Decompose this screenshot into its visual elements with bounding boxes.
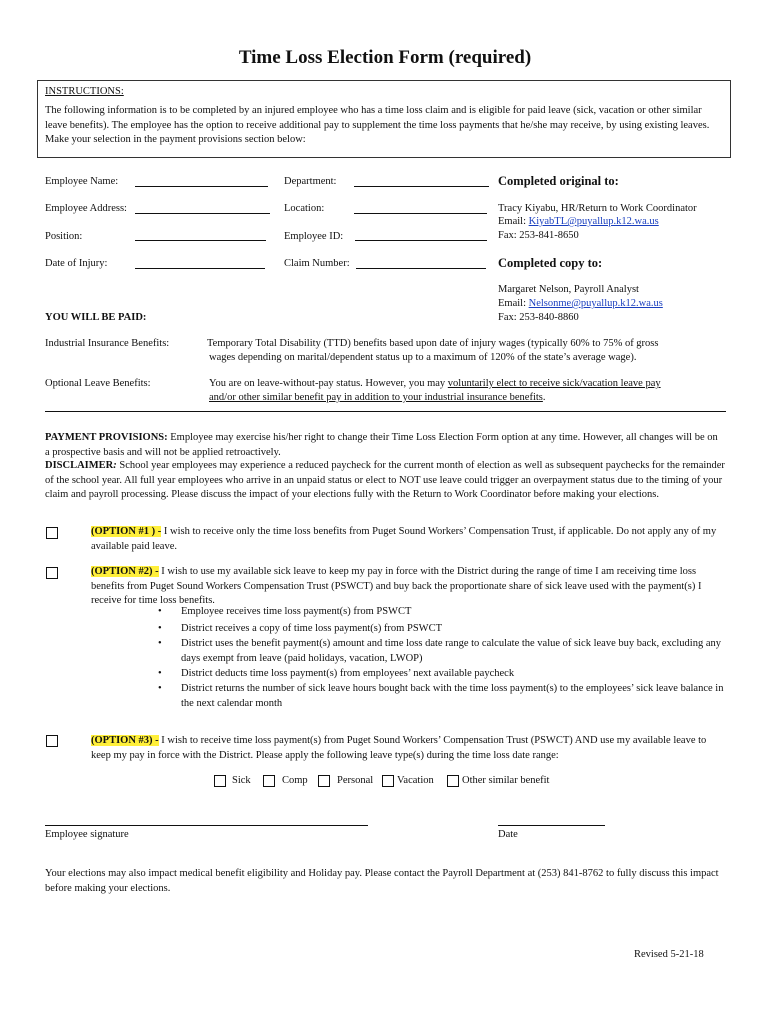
leave-personal-checkbox[interactable] xyxy=(318,775,330,787)
page-title: Time Loss Election Form (required) xyxy=(238,47,532,68)
optional-text-b: voluntarily elect to receive sick/vacation leave pay xyxy=(447,378,661,389)
optional-text-a: You are on leave-without-pay status. However, you may xyxy=(209,378,448,389)
original-to-fax: Fax: 253-841-8650 xyxy=(498,230,579,241)
you-will-be-paid-heading: YOU WILL BE PAID: xyxy=(45,312,147,323)
option-1-text xyxy=(91,525,727,554)
copy-to-fax: Fax: 253-840-8860 xyxy=(498,312,579,323)
revision-date: Revised 5-21-18 xyxy=(634,949,704,960)
date-of-injury-label: Date of Injury: xyxy=(45,258,108,269)
option-3-checkbox[interactable] xyxy=(46,735,58,747)
option-1-checkbox[interactable] xyxy=(46,527,58,539)
leave-other-checkbox[interactable] xyxy=(447,775,459,787)
optional-text-line-1 xyxy=(209,377,661,392)
provisions-text: Employee may exercise his/her right to change their Time Loss Election Form option at any time. However, all changes will be on a prospective basis and will not be applied retroactively. xyxy=(45,432,718,458)
instructions-text: The following information is to be completed by an injured employee who has a time loss claim and is eligible for paid leave (sick, vacation or other similar leave benefits). The employee has the option to receive additional pay to supplement the time loss payments that he/she may receive, by using existing leaves. Make your selection in the payment provisions section below: xyxy=(45,105,710,145)
industrial-label: Industrial Insurance Benefits: xyxy=(45,338,170,349)
option-1-label: (OPTION #1 ) - xyxy=(91,526,162,537)
option-3-label: (OPTION #3) - xyxy=(91,735,159,746)
leave-sick-label: Sick xyxy=(232,775,251,786)
department-label: Department: xyxy=(284,176,337,187)
bullet-marker: • xyxy=(158,668,162,679)
optional-label: Optional Leave Benefits: xyxy=(45,378,151,389)
leave-sick-checkbox[interactable] xyxy=(214,775,226,787)
copy-to-name: Margaret Nelson, Payroll Analyst xyxy=(498,284,639,295)
option-2-bullet-4: District deducts time loss payment(s) from employees’ next available paycheck xyxy=(181,668,515,679)
employee-address-field[interactable] xyxy=(135,213,270,214)
employee-signature-label: Employee signature xyxy=(45,829,129,840)
option-2-bullet-1: Employee receives time loss payment(s) from PSWCT xyxy=(181,606,412,617)
signature-date-field[interactable] xyxy=(498,825,605,826)
original-to-email-label: Email: xyxy=(498,216,529,227)
position-label: Position: xyxy=(45,231,83,242)
employee-signature-field[interactable] xyxy=(45,825,368,826)
location-label: Location: xyxy=(284,203,325,214)
date-of-injury-field[interactable] xyxy=(135,268,265,269)
claim-number-label: Claim Number: xyxy=(284,258,350,269)
bullet-marker: • xyxy=(158,638,162,649)
leave-vacation-checkbox[interactable] xyxy=(382,775,394,787)
employee-id-field[interactable] xyxy=(355,240,487,241)
bullet-marker: • xyxy=(158,683,162,694)
copy-to-email-label: Email: xyxy=(498,298,529,309)
signature-date-label: Date xyxy=(498,829,518,840)
leave-vacation-label: Vacation xyxy=(397,775,434,786)
disclaimer xyxy=(45,459,725,503)
option-3-text xyxy=(91,734,727,763)
claim-number-field[interactable] xyxy=(356,268,486,269)
option-1-description: I wish to receive only the time loss benefits from Puget Sound Workers’ Compensation Trust, if applicable. Do not apply any of my available paid leave. xyxy=(91,526,717,552)
industrial-text-1: Temporary Total Disability (TTD) benefits based upon date of injury wages (typically 60% to 75% of gross xyxy=(207,338,659,349)
copy-to-email-line xyxy=(498,297,663,312)
section-divider xyxy=(45,411,726,412)
optional-text-d: . xyxy=(542,392,546,403)
instructions-heading: INSTRUCTIONS: xyxy=(45,86,124,97)
option-2-bullet-2: District receives a copy of time loss payment(s) from PSWCT xyxy=(181,623,442,634)
option-2-description: I wish to use my available sick leave to keep my pay in force with the District during the range of time I am receiving time loss benefits from Puget Sound Workers Compensation Trust (PSWCT) and buy back the proportionate share of sick leave used with the payment(s) I receive for time loss benefits. xyxy=(91,566,702,606)
industrial-text-2: wages depending on marital/dependent status up to a maximum of 120% of the state’s average wage). xyxy=(209,352,637,363)
original-to-email-line xyxy=(498,215,659,230)
provisions-heading: PAYMENT PROVISIONS: xyxy=(45,432,168,443)
employee-address-label: Employee Address: xyxy=(45,203,127,214)
disclaimer-colon: : xyxy=(113,460,117,471)
optional-text-line-2 xyxy=(209,391,546,406)
leave-other-label: Other similar benefit xyxy=(462,775,550,786)
disclaimer-text: School year employees may experience a reduced paycheck for the current month of election as well as subsequent paychecks for the remainder of the school year. All full year employees who arrive in an unpaid status or elect to NOT use leave could trigger an overpayment status due to the timing of your claim and payroll processing. Please discuss the impact of your elections fully with the Return to Work Coordinator before making your elections. xyxy=(45,460,725,500)
original-to-heading: Completed original to: xyxy=(498,174,619,188)
position-field[interactable] xyxy=(135,240,266,241)
employee-id-label: Employee ID: xyxy=(284,231,344,242)
footer-note: Your elections may also impact medical benefit eligibility and Holiday pay. Please contact the Payroll Department at (253) 841-8762 to fully discuss this impact before making your elections. xyxy=(45,868,719,894)
leave-personal-label: Personal xyxy=(337,775,374,786)
employee-name-field[interactable] xyxy=(135,186,268,187)
copy-to-heading: Completed copy to: xyxy=(498,256,603,270)
payment-provisions xyxy=(45,431,725,460)
location-field[interactable] xyxy=(354,213,487,214)
department-field[interactable] xyxy=(354,186,489,187)
bullet-marker: • xyxy=(158,623,162,634)
option-2-bullet-3: District uses the benefit payment(s) amount and time loss date range to calculate the value of sick leave buy back, excluding any days exempt from leave (paid holidays, vacation, LWOP) xyxy=(181,638,721,664)
option-2-bullet-5: District returns the number of sick leave hours bought back with the time loss payment(s) to the employees’ sick leave balance in the next calendar month xyxy=(181,683,724,709)
option-2-checkbox[interactable] xyxy=(46,567,58,579)
leave-comp-checkbox[interactable] xyxy=(263,775,275,787)
original-to-name: Tracy Kiyabu, HR/Return to Work Coordinator xyxy=(498,203,697,214)
option-2-label: (OPTION #2) - xyxy=(91,566,159,577)
bullet-marker: • xyxy=(158,606,162,617)
employee-name-label: Employee Name: xyxy=(45,176,119,187)
copy-to-email-link[interactable]: Nelsonme@puyallup.k12.wa.us xyxy=(528,298,663,309)
disclaimer-heading: DISCLAIMER xyxy=(45,460,114,471)
optional-text-c: and/or other similar benefit pay in addition to your industrial insurance benefits xyxy=(209,392,543,403)
original-to-email-link[interactable]: KiyabTL@puyallup.k12.wa.us xyxy=(528,216,659,227)
option-2-text xyxy=(91,565,727,609)
leave-comp-label: Comp xyxy=(282,775,308,786)
option-3-description: I wish to receive time loss payment(s) from Puget Sound Workers’ Compensation Trust (PSWCT) AND use my available leave to keep my pay in force with the District. Please apply the following leave type(s) during the time loss date range: xyxy=(91,735,707,761)
